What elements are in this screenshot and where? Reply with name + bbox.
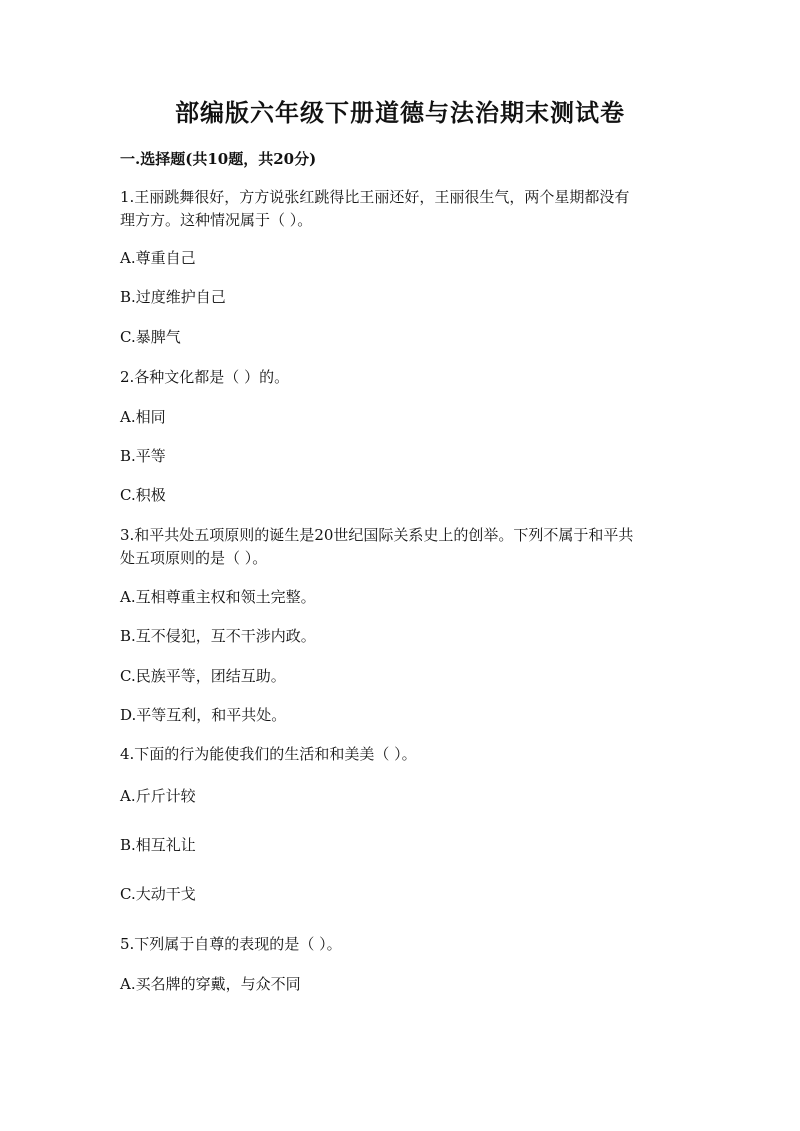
question-4-option-b: B.相互礼让 <box>120 836 196 854</box>
question-2-option-a: A.相同 <box>120 408 166 426</box>
question-3-stem-line-2: 处五项原则的是（ ）。 <box>120 549 268 567</box>
section-heading: 一.选择题(共10题，共20分) <box>120 150 317 168</box>
question-1-option-a: A.尊重自己 <box>120 249 196 267</box>
question-5-stem-line-1: 5.下列属于自尊的表现的是（ ）。 <box>120 935 342 953</box>
document-title: 部编版六年级下册道德与法治期末测试卷 <box>175 98 625 127</box>
question-3-option-a: A.互相尊重主权和领土完整。 <box>120 588 316 606</box>
question-3-option-c: C.民族平等，团结互助。 <box>120 667 286 685</box>
question-5-option-a: A.买名牌的穿戴，与众不同 <box>120 975 301 993</box>
question-4-option-a: A.斤斤计较 <box>120 787 196 805</box>
question-3-option-d: D.平等互利，和平共处。 <box>120 706 287 724</box>
question-1-option-b: B.过度维护自己 <box>120 288 226 306</box>
question-1-stem-line-1: 1.王丽跳舞很好，方方说张红跳得比王丽还好，王丽很生气，两个星期都没有 <box>120 188 630 206</box>
question-2-stem-line-1: 2.各种文化都是（ ）的。 <box>120 368 290 386</box>
question-2-option-c: C.积极 <box>120 486 166 504</box>
question-4-stem-line-1: 4.下面的行为能使我们的生活和和美美（ ）。 <box>120 745 417 763</box>
question-3-option-b: B.互不侵犯，互不干涉内政。 <box>120 627 316 645</box>
question-1-stem-line-2: 理方方。这种情况属于（ ）。 <box>120 211 313 229</box>
question-2-option-b: B.平等 <box>120 447 166 465</box>
question-4-option-c: C.大动干戈 <box>120 885 196 903</box>
question-3-stem-line-1: 3.和平共处五项原则的诞生是20世纪国际关系史上的创举。下列不属于和平共 <box>120 526 634 544</box>
question-1-option-c: C.暴脾气 <box>120 328 181 346</box>
